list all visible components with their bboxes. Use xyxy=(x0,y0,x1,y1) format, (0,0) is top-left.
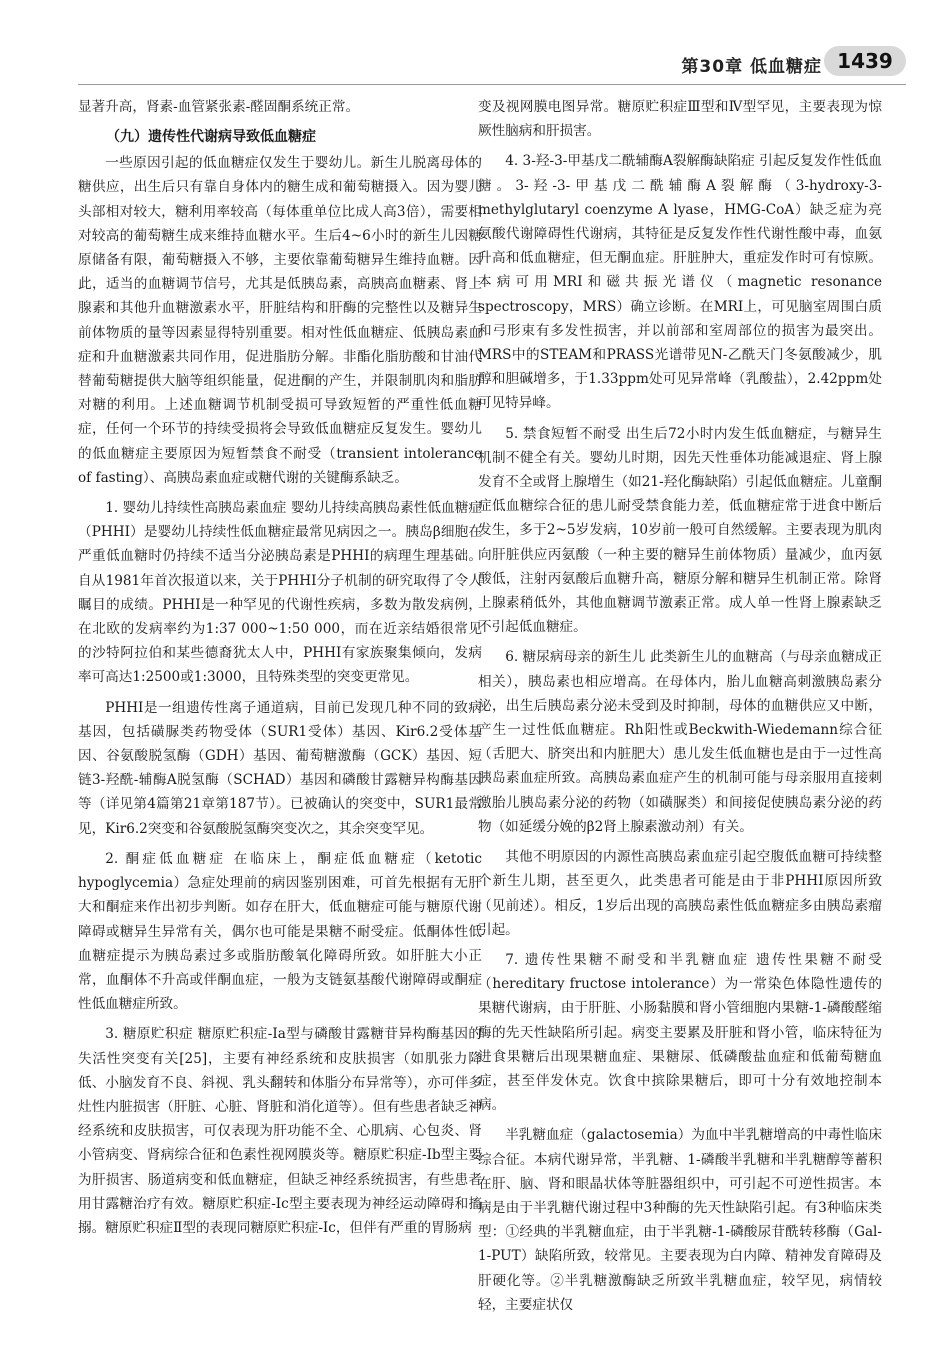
paragraph: 6. 糖尿病母亲的新生儿 此类新生儿的血糖高（与母亲血糖成正相关），胰岛素也相应增高。在母体内，胎儿血糖高刺激胰岛素分泌，出生后胰岛素分泌未受到及时抑制，母体的血糖供应又中断，产生一过性低血糖症。Rh阳性或Beckwith-Wiedemann综合征（舌肥大、脐突出和内脏肥大）患儿发生低血糖也是由于一过性高胰岛素血症所致。高胰岛素血症产生的机制可能与母亲服用直接刺激胎儿胰岛素分泌的药物（如磺脲类）和间接促使胰岛素分泌的药物（如延缓分娩的β2肾上腺素激动剂）有关。 xyxy=(478,649,882,835)
left-column xyxy=(78,95,482,1246)
paragraph: 5. 禁食短暂不耐受 出生后72小时内发生低血糖症，与糖异生机制不健全有关。婴幼儿时期，因先天性垂体功能减退症、肾上腺发育不全或肾上腺增生（如21-羟化酶缺陷）引起低血糖症。儿童酮症低血糖综合征的患儿耐受禁食能力差，低血糖症常于进食中断后发生，多于2~5岁发病，10岁前一般可自然缓解。主要表现为肌肉向肝脏供应丙氨酸（一种主要的糖异生前体物质）量减少，血丙氨酸低，注射丙氨酸后血糖升高，糖原分解和糖异生机制正常。除肾上腺素稍低外，其他血糖调节激素正常。成人单一性肾上腺素缺乏不引起低血糖症。 xyxy=(478,425,882,636)
paragraph: 3. 糖原贮积症 糖原贮积症-Ia型与磷酸甘露糖苷异构酶基因的失活性突变有关[25]，主要有神经系统和皮肤损害（如肌张力降低、小脑发育不良、斜视、乳头翻转和体脂分布异常等），亦可伴多灶性内脏损害（肝脏、心脏、肾脏和消化道等）。但有些患者缺乏神经系统和皮肤损害，可仅表现为肝功能不全、心肌病、心包炎、肾小管病变、肾病综合征和色素性视网膜炎等。糖原贮积症-Ib型主要为肝损害、肠道病变和低血糖症，但缺乏神经系统损害，有些患者用甘露糖治疗有效。糖原贮积症-Ic型主要表现为神经运动障碍和搐搦。糖原贮积症Ⅱ型的表现同糖原贮积症-Ic，但伴有严重的胃肠病 xyxy=(78,1026,482,1236)
paragraph: 变及视网膜电图异常。糖原贮积症Ⅲ型和Ⅳ型罕见，主要表现为惊厥性脑病和肝损害。 xyxy=(478,99,882,140)
paragraph: 其他不明原因的内源性高胰岛素血症引起空腹低血糖可持续整个新生儿期，甚至更久，此类患者可能是由于非PHHI原因所致（见前述）。相反，1岁后出现的高胰岛素性低血糖症多由胰岛素瘤引起。 xyxy=(478,849,882,938)
paragraph: 7. 遗传性果糖不耐受和半乳糖血症 遗传性果糖不耐受（hereditary fructose intolerance）为一常染色体隐性遗传的果糖代谢病，由于肝脏、小肠黏膜和肾小管细胞内果糖-1-磷酸醛缩酶的先天性缺陷所引起。病变主要累及肝脏和肾小管，临床特征为进食果糖后出现果糖血症、果糖尿、低磷酸盐血症和低葡萄糖血症，甚至伴发休克。饮食中摈除果糖后，即可十分有效地控制本病。 xyxy=(478,951,882,1114)
paragraph: 一些原因引起的低血糖症仅发生于婴幼儿。新生儿脱离母体的糖供应，出生后只有靠自身体内的糖生成和葡萄糖摄入。因为婴儿头部相对较大，糖利用率较高（每体重单位比成人高3倍），需要相对较高的葡萄糖生成来维持血糖水平。生后4~6小时的新生儿因糖原储备有限，葡萄糖摄入不够，主要依靠葡萄糖异生维持血糖。因此，适当的血糖调节信号，尤其是低胰岛素，高胰高血糖素、肾上腺素和其他升血糖激素水平，肝脏结构和肝酶的完整性以及糖异生前体物质的量等因素显得特别重要。相对性低血糖症、低胰岛素血症和升血糖激素共同作用，促进脂肪分解。非酯化脂肪酸和甘油代替葡萄糖提供大脑等组织能量，促进酮的产生，并限制肌肉和脂肪对糖的利用。上述血糖调节机制受损可导致短暂的严重性低血糖症，任何一个环节的持续受损将会导致低血糖症反复发生。婴幼儿的低血糖症主要原因为短暂禁食不耐受（transient intolerance of fasting）、高胰岛素血症或糖代谢的关键酶系缺乏。 xyxy=(78,155,482,486)
paragraph: 显著升高，肾素-血管紧张素-醛固酮系统正常。 xyxy=(78,99,360,115)
page-number: 1439 xyxy=(824,46,906,76)
right-column xyxy=(478,95,882,1323)
chapter-title: 第30章 低血糖症 xyxy=(681,57,822,77)
paragraph: 半乳糖血症（galactosemia）为血中半乳糖增高的中毒性临床综合征。本病代谢异常，半乳糖、1-磷酸半乳糖和半乳糖醇等蓄积在肝、脑、肾和眼晶状体等脏器组织中，可引起不可逆性损害。本病是由于半乳糖代谢过程中3种酶的先天性缺陷引起。有3种临床类型：①经典的半乳糖血症，由于半乳糖-1-磷酸尿苷酰转移酶（Gal-1-PUT）缺陷所致，较常见。主要表现为白内障、精神发育障碍及肝硬化等。②半乳糖激酶缺乏所致半乳糖血症，较罕见，病情较轻，主要症状仅 xyxy=(478,1127,882,1313)
page-header xyxy=(0,0,950,90)
paragraph: 4. 3-羟-3-甲基戊二酰辅酶A裂解酶缺陷症 引起反复发作性低血糖。3-羟-3-甲基戊二酰辅酶A裂解酶（3-hydroxy-3-methylglutaryl coenzyme A lyase，HMG-CoA）缺乏症为亮氨酸代谢障碍性代谢病，其特征是反复发作性代谢性酸中毒，血氨升高和低血糖症，但无酮血症。肝脏肿大，重症发作时可有惊厥。本病可用MRI和磁共振光谱仪（magnetic resonance spectroscopy，MRS）确立诊断。在MRI上，可见脑室周围白质和弓形束有多发性损害，并以前部和室周部位的损害为最突出。MRS中的STEAM和PRASS光谱带见N-乙酰天门冬氨酸减少，肌醇和胆碱增多，于1.33ppm处可见异常峰（乳酸盐），2.42ppm处可见特异峰。 xyxy=(478,153,882,412)
header-rule xyxy=(78,84,906,85)
paragraph: 1. 婴幼儿持续性高胰岛素血症 婴幼儿持续高胰岛素性低血糖症（PHHI）是婴幼儿持续性低血糖症最常见病因之一。胰岛β细胞在严重低血糖时仍持续不适当分泌胰岛素是PHHI的病理生理基础。自从1981年首次报道以来，关于PHHI分子机制的研究取得了令人瞩目的成绩。PHHI是一种罕见的代谢性疾病，多数为散发病例，在北欧的发病率约为1:37 000~1:50 000，而在近亲结婚很常见的沙特阿拉伯和某些德裔犹太人中，PHHI有家族聚集倾向，发病率可高达1:2500或1:3000，且特殊类型的突变更常见。 xyxy=(78,500,482,686)
paragraph: PHHI是一组遗传性离子通道病，目前已发现几种不同的致病基因，包括磺脲类药物受体（SUR1受体）基因、Kir6.2受体基因、谷氨酸脱氢酶（GDH）基因、葡萄糖激酶（GCK）基因、短链3-羟酰-辅酶A脱氢酶（SCHAD）基因和磷酸甘露糖异构酶基因等（详见第4篇第21章第187节）。已被确认的突变中，SUR1最常见，Kir6.2突变和谷氨酸脱氢酶突变次之，其余突变罕见。 xyxy=(78,699,482,837)
paragraph: 2. 酮症低血糖症 在临床上，酮症低血糖症（ketotic hypoglycemia）急症处理前的病因鉴别困难，可首先根据有无肝大和酮症来作出初步判断。如存在肝大，低血糖症可能与糖原代谢障碍或糖异生异常有关，偶尔也可能是果糖不耐受症。低酮体性低血糖症提示为胰岛素过多或脂肪酸氧化障碍所致。如肝脏大小正常，血酮体不升高或伴酮血症，一般为支链氨基酸代谢障碍或酮症性低血糖症所致。 xyxy=(78,850,482,1013)
section-heading: （九）遗传性代谢病导致低血糖症 xyxy=(106,129,316,146)
